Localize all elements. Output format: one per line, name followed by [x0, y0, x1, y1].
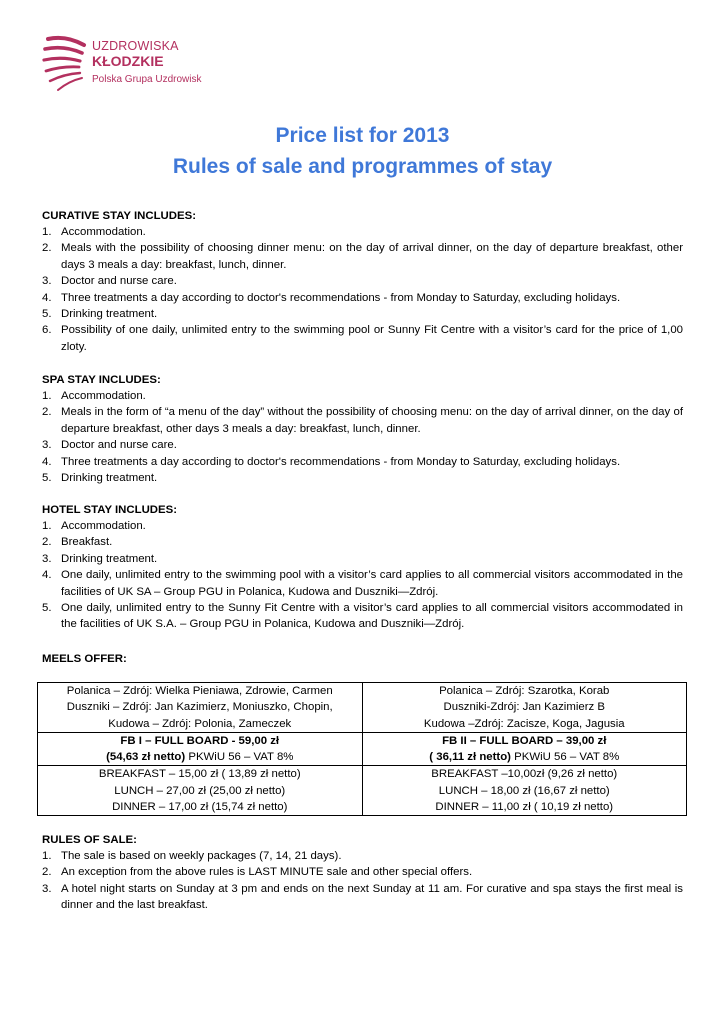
- item-text: Three treatments a day according to doctor's recommendations - from Monday to Saturday, excluding holidays.: [61, 291, 621, 304]
- meals-heading: MEELS OFFER:: [42, 653, 127, 665]
- board-netto: ( 36,11 zł netto): [429, 751, 511, 764]
- list-item: [42, 600, 683, 633]
- page-subtitle: Rules of sale and programmes of stay: [172, 155, 553, 178]
- list-item: [42, 437, 683, 453]
- item-number: 3.: [42, 882, 52, 895]
- item-number: 5.: [42, 472, 52, 485]
- hotel-heading: HOTEL STAY INCLUDES:: [42, 504, 178, 516]
- list-item: [42, 551, 683, 567]
- price-line: LUNCH – 18,00 zł (16,67 zł netto): [438, 784, 610, 797]
- item-text: The sale is based on weekly packages (7, 14, 21 days).: [61, 850, 342, 862]
- table-cell-board-left: [38, 732, 363, 766]
- price-line: DINNER – 11,00 zł ( 10,19 zł netto): [435, 801, 614, 814]
- table-row: [38, 683, 687, 733]
- list-item: [42, 881, 683, 914]
- list-item: [42, 454, 683, 470]
- rules-heading: RULES OF SALE:: [42, 834, 137, 846]
- item-text: Doctor and nurse care.: [61, 275, 177, 288]
- spa-section: [42, 372, 683, 486]
- item-text: Meals in the form of “a menu of the day” without the possibility of choosing menu: on the day of arrival dinner, on the day of departure breakfast, other days 3 meals a day: breakfast, lunch, dinner.: [61, 406, 683, 435]
- location-line: Polanica – Zdrój: Szarotka, Korab: [439, 685, 610, 697]
- hotel-section: [42, 502, 683, 633]
- location-line: Kudowa –Zdrój: Zacisze, Koga, Jagusia: [423, 717, 625, 730]
- table-cell-locations-right: [362, 683, 687, 733]
- item-number: 5.: [42, 602, 52, 615]
- list-item: [42, 848, 683, 864]
- item-number: 4.: [42, 455, 52, 468]
- table-cell-locations-left: [38, 683, 363, 733]
- item-text: Doctor and nurse care.: [61, 439, 177, 452]
- location-line: Duszniki-Zdrój: Jan Kazimierz B: [443, 701, 605, 714]
- item-text: Meals with the possibility of choosing dinner menu: on the day of arrival dinner, on the day of departure breakfast, other days 3 meals a day: breakfast, lunch, dinner.: [61, 242, 683, 271]
- board-title: FB II – FULL BOARD – 39,00 zł: [442, 734, 607, 747]
- curative-section: [42, 208, 683, 355]
- curative-list: [42, 224, 683, 355]
- item-text: Breakfast.: [61, 536, 113, 549]
- item-number: 4.: [42, 291, 52, 304]
- list-item: [42, 273, 683, 289]
- list-item: [42, 306, 683, 322]
- logo: [42, 33, 242, 95]
- rules-section: [42, 832, 683, 914]
- item-text: Drinking treatment.: [61, 552, 158, 565]
- item-text: A hotel night starts on Sunday at 3 pm and ends on the next Sunday at 11 am. For curative and spa stays the first meal is dinner and the last breakfast.: [61, 882, 683, 912]
- location-line: Polanica – Zdrój: Wielka Pieniawa, Zdrowie, Carmen: [66, 685, 333, 697]
- table-cell-prices-left: [38, 766, 363, 816]
- item-number: 1.: [42, 226, 52, 238]
- item-number: 4.: [42, 569, 52, 582]
- item-number: 1.: [42, 520, 52, 532]
- item-number: 3.: [42, 439, 52, 452]
- item-number: 2.: [42, 406, 52, 419]
- location-line: Kudowa – Zdrój: Polonia, Zameczek: [108, 717, 292, 730]
- list-item: [42, 567, 683, 600]
- item-number: 3.: [42, 552, 52, 565]
- item-text: An exception from the above rules is LAST MINUTE sale and other special offers.: [61, 866, 473, 879]
- item-text: Drinking treatment.: [61, 472, 158, 485]
- location-line: Duszniki – Zdrój: Jan Kazimierz, Moniuszko, Chopin,: [66, 701, 333, 714]
- list-item: [42, 864, 683, 880]
- list-item: [42, 518, 683, 534]
- hotel-list: [42, 518, 683, 633]
- item-number: 3.: [42, 275, 52, 288]
- logo-line-1: UZDROWISKA: [92, 39, 179, 53]
- curative-heading: CURATIVE STAY INCLUDES:: [42, 210, 196, 222]
- spa-list: [42, 388, 683, 486]
- table-cell-prices-right: [362, 766, 687, 816]
- board-title: FB I – FULL BOARD - 59,00 zł: [120, 734, 280, 747]
- item-text: Accommodation.: [61, 226, 146, 238]
- list-item: [42, 388, 683, 404]
- item-text: Accommodation.: [61, 390, 146, 402]
- item-text: Accommodation.: [61, 520, 146, 532]
- table-row: [38, 766, 687, 816]
- item-number: 5.: [42, 308, 52, 321]
- price-line: BREAKFAST –10,00zł (9,26 zł netto): [431, 768, 618, 781]
- logo-line-3: Polska Grupa Uzdrowisk: [92, 74, 202, 85]
- price-line: BREAKFAST – 15,00 zł ( 13,89 zł netto): [98, 768, 301, 781]
- board-netto: (54,63 zł netto): [106, 751, 186, 764]
- meals-section: [42, 651, 683, 667]
- list-item: [42, 322, 683, 355]
- rules-list: [42, 848, 683, 914]
- item-number: 1.: [42, 850, 52, 862]
- item-number: 2.: [42, 242, 52, 255]
- logo-fan-icon: [42, 33, 90, 95]
- price-line: LUNCH – 27,00 zł (25,00 zł netto): [114, 784, 286, 797]
- list-item: [42, 224, 683, 240]
- item-text: Drinking treatment.: [61, 308, 158, 321]
- table-cell-board-right: [362, 732, 687, 766]
- board-vat: PKWiU 56 – VAT 8%: [185, 751, 294, 764]
- list-item: [42, 290, 683, 306]
- list-item: [42, 404, 683, 437]
- item-text: Three treatments a day according to doctor's recommendations - from Monday to Saturday, excluding holidays.: [61, 455, 621, 468]
- item-number: 2.: [42, 866, 52, 879]
- list-item: [42, 470, 683, 486]
- meals-table: [37, 682, 687, 816]
- logo-line-2: KŁODZKIE: [92, 53, 164, 69]
- page-title: Price list for 2013: [275, 124, 450, 147]
- item-number: 2.: [42, 536, 52, 549]
- list-item: [42, 240, 683, 273]
- item-text: One daily, unlimited entry to the swimming pool with a visitor’s card applies to all commercial visitors accommodated in the facilities of UK SA – Group PGU in Polanica, Kudowa and Duszniki—Zdrój.: [61, 569, 683, 598]
- list-item: [42, 534, 683, 550]
- table-row: [38, 732, 687, 766]
- board-vat: PKWiU 56 – VAT 8%: [510, 751, 620, 764]
- price-line: DINNER – 17,00 zł (15,74 zł netto): [112, 801, 288, 814]
- spa-heading: SPA STAY INCLUDES:: [42, 374, 161, 386]
- item-number: 1.: [42, 390, 52, 402]
- item-text: One daily, unlimited entry to the Sunny Fit Centre with a visitor’s card applies to all commercial visitors accommodated in the facilities of UK S.A. – Group PGU in Polanica, Kudowa and Duszniki—Zdrój.: [61, 602, 683, 631]
- item-text: Possibility of one daily, unlimited entry to the swimming pool or Sunny Fit Centre with a visitor’s card for the price of 1,00 zloty.: [61, 324, 683, 353]
- item-number: 6.: [42, 324, 52, 337]
